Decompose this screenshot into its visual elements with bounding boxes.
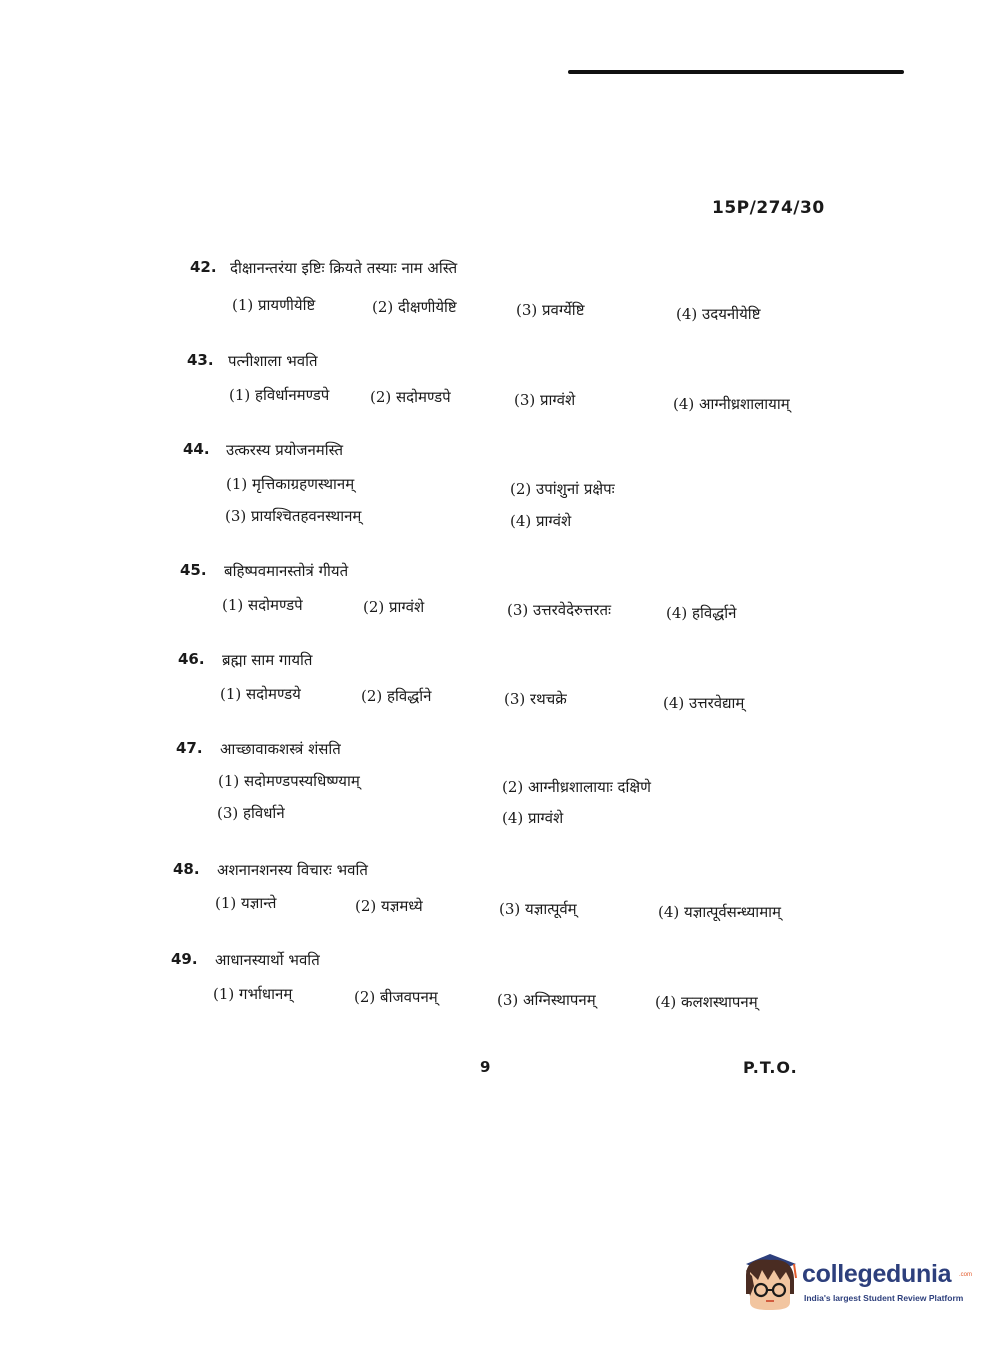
question-text: आच्छावाकशस्त्रं शंसति bbox=[220, 740, 341, 758]
question-number: 46. bbox=[178, 650, 205, 668]
brand-tagline: India's largest Student Review Platform bbox=[804, 1293, 964, 1303]
option-2: (2) हविर्द्धाने bbox=[361, 687, 432, 705]
question-number: 49. bbox=[171, 950, 198, 968]
question-text: अशनानशनस्य विचारः भवति bbox=[217, 861, 368, 879]
question-number: 44. bbox=[183, 440, 210, 458]
question-number: 42. bbox=[190, 258, 217, 276]
option-3: (3) प्रवर्ग्येष्टि bbox=[516, 301, 585, 319]
option-1: (1) प्रायणीयेष्टि bbox=[232, 296, 316, 314]
option-4: (4) उदयनीयेष्टि bbox=[676, 305, 761, 323]
watermark-logo bbox=[740, 1250, 973, 1312]
option-3: (3) हविर्धाने bbox=[217, 804, 285, 822]
question-text: बहिष्पवमानस्तोत्रं गीयते bbox=[224, 562, 349, 580]
question-number: 47. bbox=[176, 739, 203, 757]
option-4: (4) कलशस्थापनम् bbox=[655, 993, 758, 1011]
question-text: पत्नीशाला भवति bbox=[228, 352, 318, 370]
option-3: (3) प्रायश्चितहवनस्थानम् bbox=[225, 507, 362, 525]
paper-code: 15P/274/30 bbox=[712, 198, 825, 218]
option-2: (2) प्राग्वंशे bbox=[363, 598, 425, 616]
option-2: (2) उपांशुनां प्रक्षेपः bbox=[510, 480, 615, 498]
option-3: (3) उत्तरवेदेरुत्तरतः bbox=[507, 601, 612, 619]
option-4: (4) हविर्द्धाने bbox=[666, 604, 737, 622]
option-1: (1) सदोमण्डपस्यधिष्ण्याम् bbox=[218, 772, 360, 790]
option-3: (3) रथचक्रे bbox=[504, 690, 567, 708]
brand-tld: .com bbox=[959, 1272, 973, 1278]
option-2: (2) यज्ञमध्ये bbox=[355, 897, 423, 915]
option-2: (2) दीक्षणीयेष्टि bbox=[372, 298, 457, 316]
question-number: 45. bbox=[180, 561, 207, 579]
option-4: (4) आग्नीध्रशालायाम् bbox=[673, 395, 790, 413]
option-4: (4) उत्तरवेद्याम् bbox=[663, 694, 745, 712]
option-2: (2) सदोमण्डपे bbox=[370, 388, 451, 406]
question-text: उत्करस्य प्रयोजनमस्ति bbox=[226, 441, 344, 459]
student-mascot-icon bbox=[740, 1250, 800, 1312]
question-text: आधानस्यार्थो भवति bbox=[215, 951, 320, 969]
option-4: (4) प्राग्वंशे bbox=[510, 512, 572, 530]
option-1: (1) हविर्धानमण्डपे bbox=[229, 386, 330, 404]
question-text: ब्रह्मा साम गायति bbox=[222, 651, 313, 669]
top-rule bbox=[568, 70, 904, 74]
option-3: (3) यज्ञात्पूर्वम् bbox=[499, 900, 577, 918]
option-1: (1) सदोमण्डये bbox=[220, 685, 301, 703]
option-1: (1) यज्ञान्ते bbox=[215, 894, 277, 912]
pto-label: P.T.O. bbox=[743, 1058, 798, 1077]
option-3: (3) अग्निस्थापनम् bbox=[497, 991, 596, 1009]
option-4: (4) प्राग्वंशे bbox=[502, 809, 564, 827]
option-1: (1) सदोमण्डपे bbox=[222, 596, 303, 614]
option-3: (3) प्राग्वंशे bbox=[514, 391, 576, 409]
option-1: (1) गर्भाधानम् bbox=[213, 985, 293, 1003]
question-number: 48. bbox=[173, 860, 200, 878]
brand-name: collegedunia bbox=[802, 1260, 952, 1288]
option-4: (4) यज्ञात्पूर्वसन्ध्यामाम् bbox=[658, 903, 782, 921]
option-1: (1) मृत्तिकाग्रहणस्थानम् bbox=[226, 475, 355, 493]
option-2: (2) आग्नीध्रशालायाः दक्षिणे bbox=[502, 778, 651, 796]
page-number: 9 bbox=[480, 1058, 491, 1076]
question-number: 43. bbox=[187, 351, 214, 369]
question-text: दीक्षानन्तरंया इष्टिः क्रियते तस्याः नाम अस्ति bbox=[230, 259, 458, 277]
option-2: (2) बीजवपनम् bbox=[354, 988, 438, 1006]
